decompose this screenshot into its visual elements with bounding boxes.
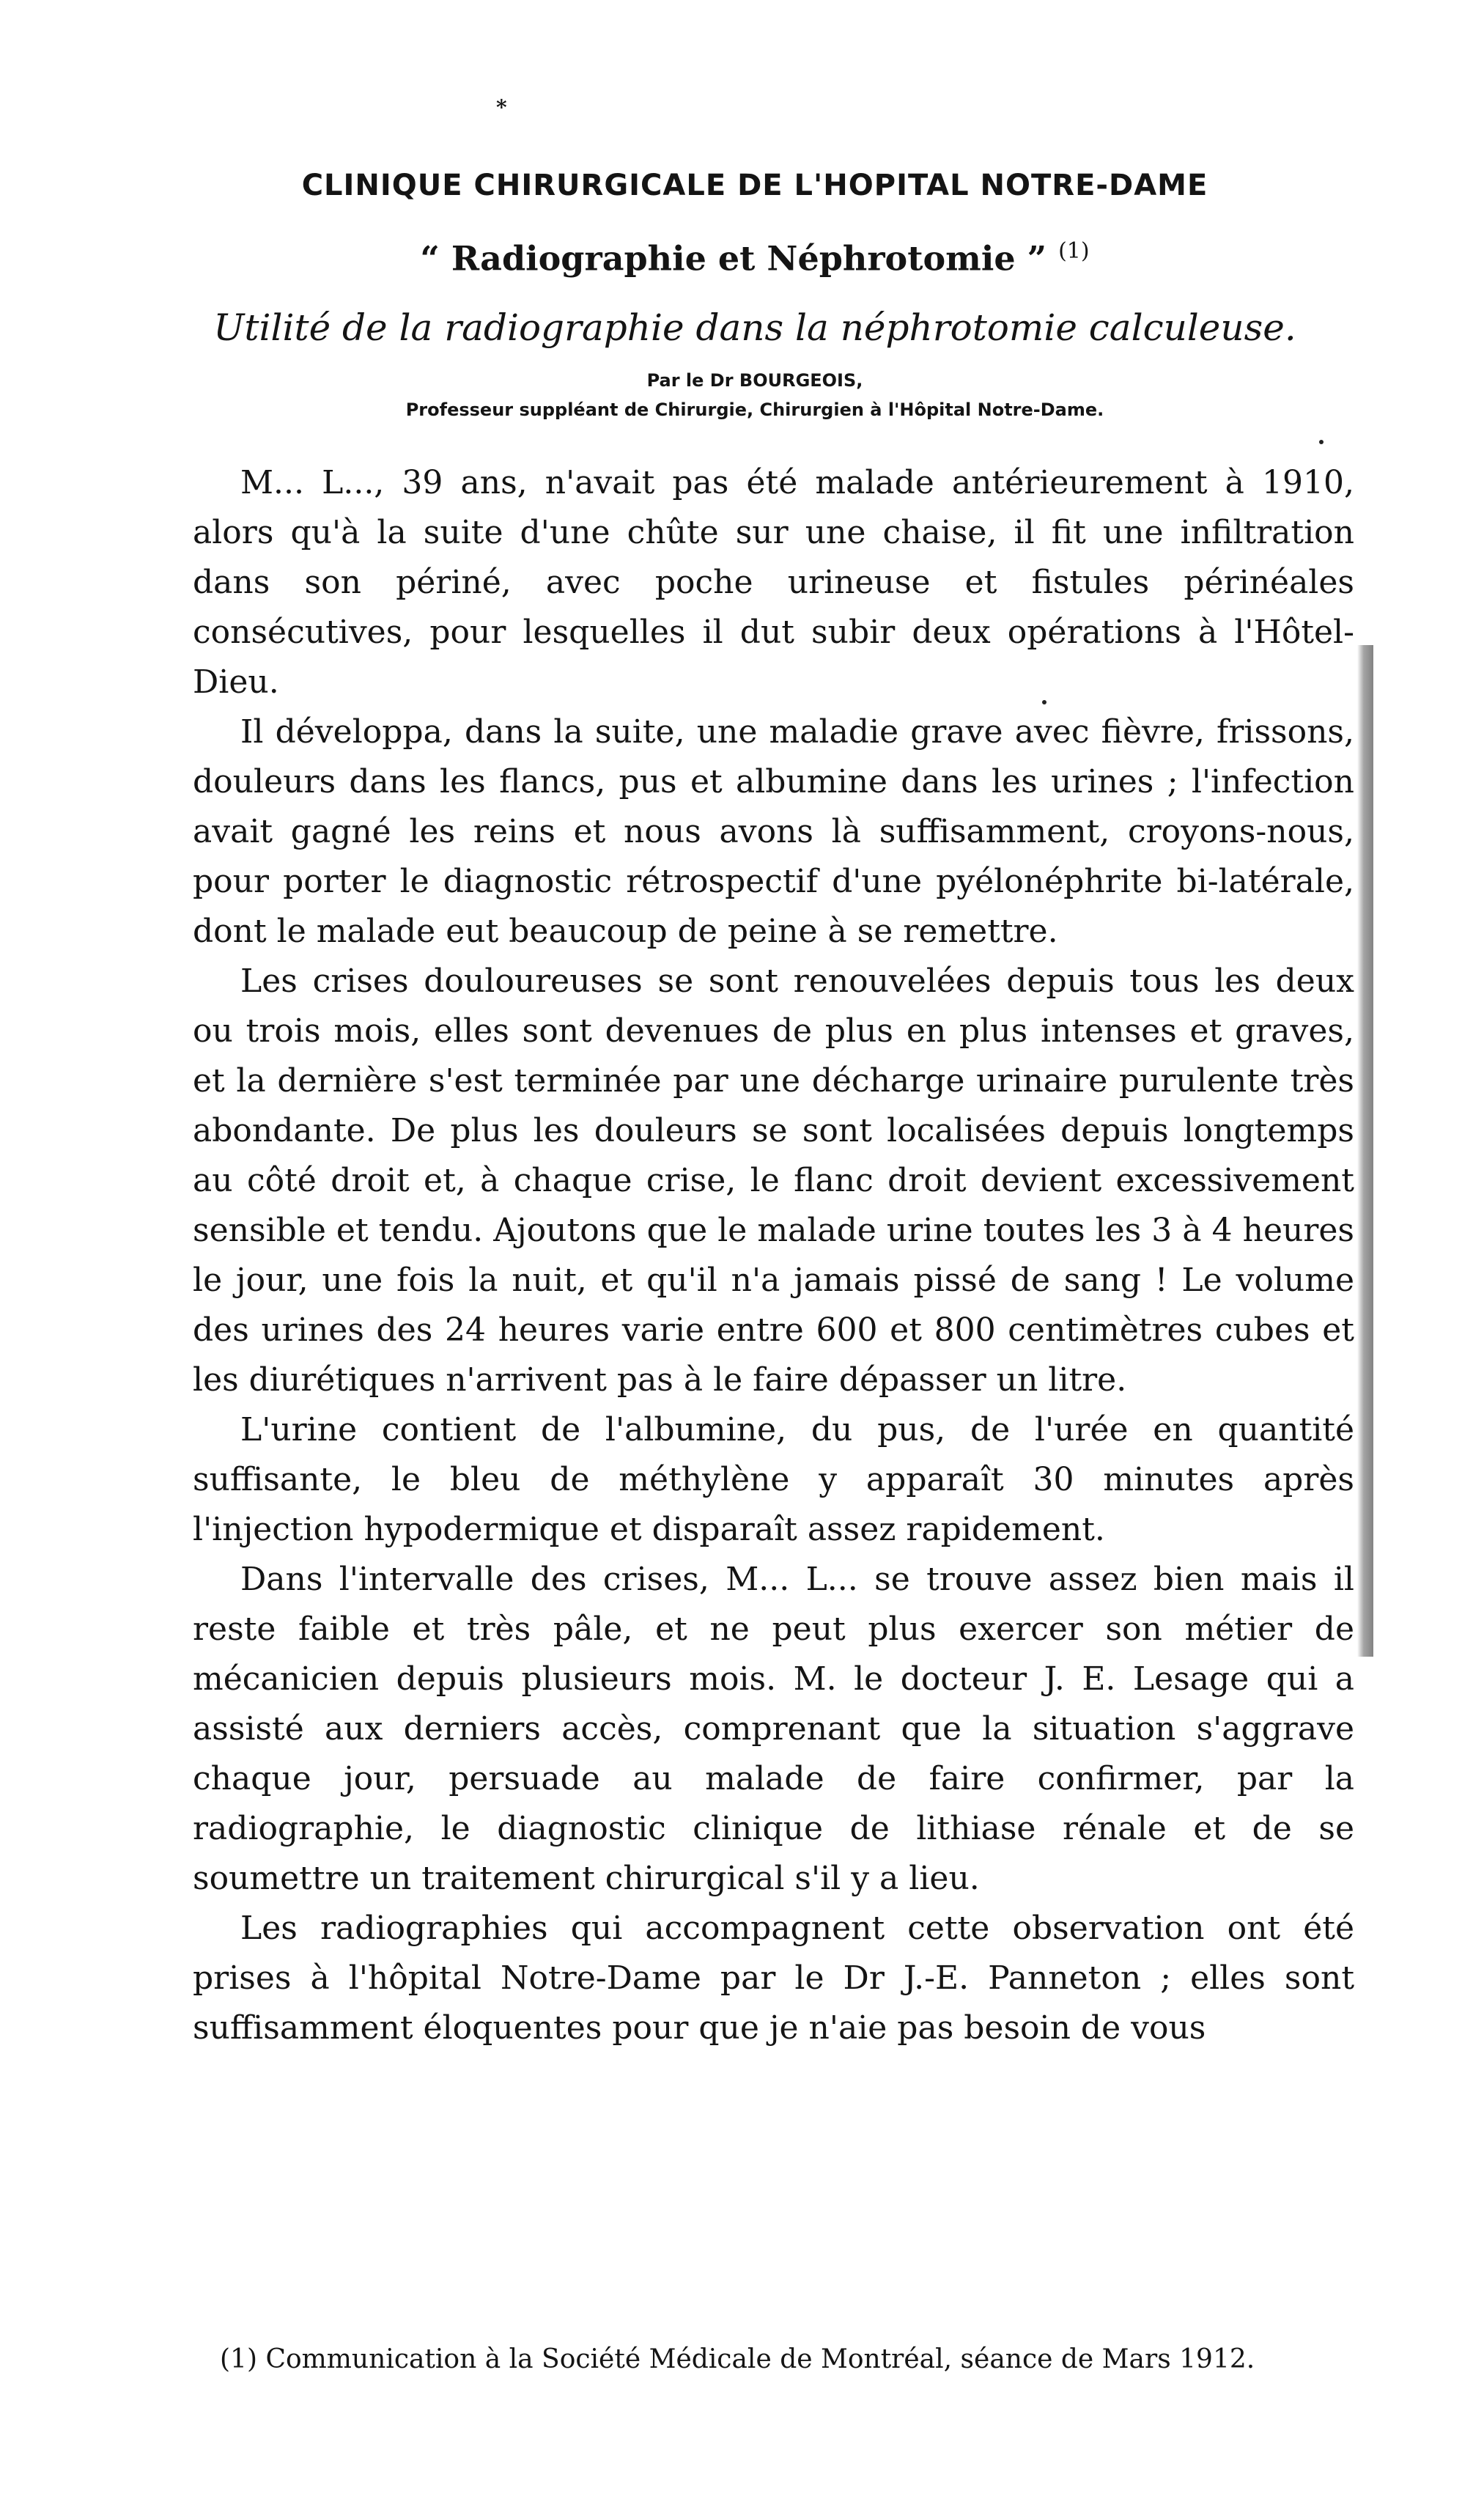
author-byline: Par le Dr BOURGEOIS, — [646, 370, 863, 391]
paragraph-3: Les crises douloureuses se sont renouvelées depuis tous les deux ou trois mois, elles sont devenues de plus en plus intenses et graves, et la dernière s'est terminée par une décharge urinaire purulente très abondante. De plus les douleurs se sont localisées depuis longtemps au côté droit et, à chaque crise, le flanc droit devient excessivement sensible et tendu. Ajoutons que le malade urine toutes les 3 à 4 heures le jour, une fois la nuit, et qu'il n'a jamais pissé de sang ! Le volume des urines des 24 heures varie entre 600 et 800 centimètres cubes et les diurétiques n'arrivent pas à le faire dépasser un litre. — [193, 962, 1354, 1399]
footnote: (1) Communication à la Société Médicale de Montréal, séance de Mars 1912. — [220, 2344, 1255, 2374]
footnote-reference: (1) — [1058, 238, 1090, 264]
paragraph-1: M... L..., 39 ans, n'avait pas été malade antérieurement à 1910, alors qu'à la suite d'une chûte sur une chaise, il fit une infiltration dans son périné, avec poche urineuse et fistules périnéales consécutives, pour lesquelles il dut subir deux opérations à l'Hôtel-Dieu. — [193, 464, 1354, 701]
printer-mark: * — [496, 95, 507, 119]
article-title-text: “ Radiographie et Néphrotomie ” — [420, 238, 1047, 279]
scan-speck — [1319, 440, 1324, 444]
paragraph-5: Dans l'intervalle des crises, M... L... se trouve assez bien mais il reste faible et très pâle, et ne peut plus exercer son métier de mécanicien depuis plusieurs mois. M. le docteur J. E. Lesage qui a assisté aux derniers accès, comprenant que la situation s'aggrave chaque jour, persuade au malade de faire confirmer, par la radiographie, le diagnostic clinique de lithiase rénale et de se soumettre un traitement chirurgical s'il y a lieu. — [193, 1561, 1354, 1897]
paragraph-4: L'urine contient de l'albumine, du pus, de l'urée en quantité suffisante, le bleu de méthylène y apparaît 30 minutes après l'injection hypodermique et disparaît assez rapidement. — [193, 1411, 1354, 1548]
clinic-heading: CLINIQUE CHIRURGICALE DE L'HOPITAL NOTRE-DAME — [301, 169, 1208, 202]
article-title — [253, 238, 1257, 278]
scan-speck — [1042, 700, 1046, 704]
paragraph-2: Il développa, dans la suite, une maladie grave avec fièvre, frissons, douleurs dans les flancs, pus et albumine dans les urines ; l'infection avait gagné les reins et nous avons là suffisamment, croyons-nous, pour porter le diagnostic rétrospectif d'une pyélonéphrite bi-latérale, dont le malade eut beaucoup de peine à se remettre. — [193, 713, 1354, 950]
scan-edge-shadow — [1357, 645, 1373, 1657]
author-affiliation: Professeur suppléant de Chirurgie, Chirurgien à l'Hôpital Notre-Dame. — [405, 400, 1104, 420]
article-subtitle: Utilité de la radiographie dans la néphrotomie calculeuse. — [213, 306, 1296, 349]
article-body — [193, 458, 1354, 2053]
paragraph-6: Les radiographies qui accompagnent cette observation ont été prises à l'hôpital Notre-Dame par le Dr J.-E. Panneton ; elles sont suffisamment éloquentes pour que je n'aie pas besoin de vous — [193, 1910, 1354, 2047]
